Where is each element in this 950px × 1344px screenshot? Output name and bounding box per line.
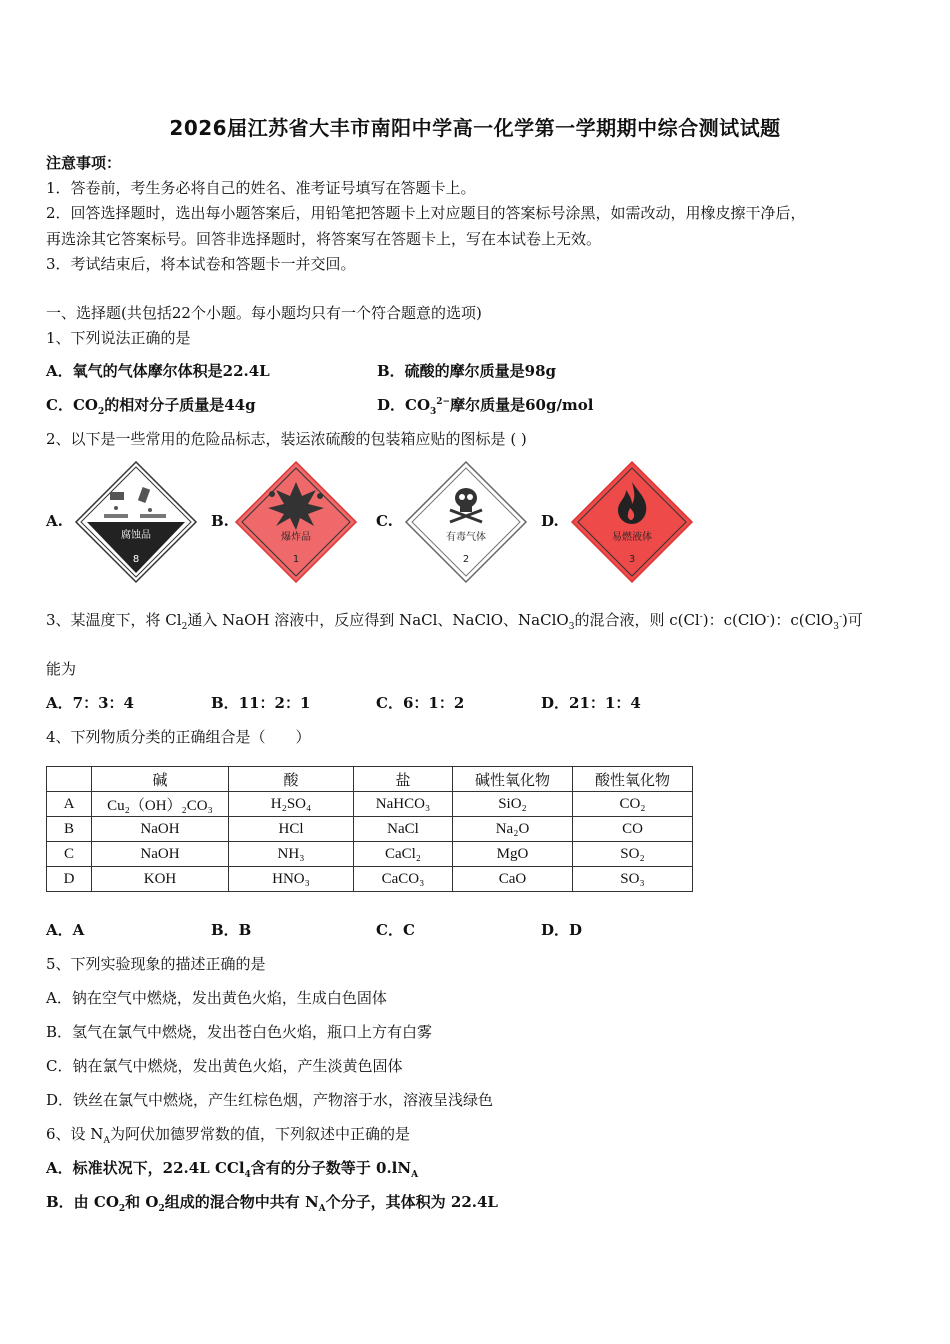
explosive-sign-number: 1 <box>292 554 300 565</box>
q2-label-a: A. <box>46 512 63 530</box>
q3-option-a: A．7：3：4 <box>46 694 134 712</box>
notice-item: 3．考试结束后，将本试卷和答题卡一并交回。 <box>46 255 356 273</box>
q5-option-b: B．氢气在氯气中燃烧，发出苍白色火焰，瓶口上方有白雾 <box>46 1023 433 1041</box>
q3-stem: 3、某温度下，将 $Cl_2$通入 NaOH 溶液中，反应得到 NaCl、NaClO、NaClO$_3$的混合液，则 c(Cl-)：c(ClO-)：c(ClO$_3$-)可 <box>46 611 863 632</box>
q4-option-b: B．B <box>211 921 252 939</box>
q1-option-b: B．硫酸的摩尔质量是98g <box>377 362 557 380</box>
table-cell: NH₃ <box>229 842 354 867</box>
q5-option-d: D．铁丝在氯气中燃烧，产生红棕色烟，产物溶于水，溶液呈浅绿色 <box>46 1091 494 1109</box>
table-row <box>47 842 693 867</box>
corrosive-sign-number: 8 <box>132 554 140 565</box>
q3-option-b: B．11：2：1 <box>211 694 311 712</box>
q2-label-d: D. <box>541 512 559 530</box>
q5-stem: 5、下列实验现象的描述正确的是 <box>46 955 266 973</box>
table-cell: CaCO₃ <box>354 867 453 892</box>
q3-option-c: C．6：1：2 <box>376 694 465 712</box>
q2-label-c: C. <box>376 512 393 530</box>
flammable-sign-number: 3 <box>628 554 636 565</box>
table-cell: NaHCO₃ <box>354 792 453 817</box>
q3-option-d: D．21：1：4 <box>541 694 641 712</box>
q5-option-a: A．钠在空气中燃烧，发出黄色火焰，生成白色固体 <box>46 989 387 1007</box>
table-cell: CaCl₂ <box>354 842 453 867</box>
table-row <box>47 817 693 842</box>
q2-stem: 2、以下是一些常用的危险品标志，装运浓硫酸的包装箱应贴的图标是 ( ) <box>46 430 527 448</box>
table-header-cell: 碱 <box>92 767 229 792</box>
table-header-cell: 碱性氧化物 <box>453 767 573 792</box>
q3-stem-cont: 能为 <box>46 660 77 678</box>
notice-item: 再选涂其它答案标号。回答非选择题时，将答案写在答题卡上，写在本试卷上无效。 <box>46 230 602 248</box>
table-header-row <box>47 767 693 792</box>
q6-option-a: A．标准状况下，22.4L CCl$_4$含有的分子数等于 $0.lN_A$ <box>46 1159 419 1180</box>
q1-option-a: A．氧气的气体摩尔体积是22.4L <box>46 362 270 380</box>
table-row <box>47 792 693 817</box>
table-cell: A <box>47 792 92 817</box>
corrosive-sign-text: 腐蚀品 <box>121 530 151 541</box>
q1-option-d: D．$CO_3^{2-}$摩尔质量是60g/mol <box>377 396 594 417</box>
q6-stem: 6、设 $N_A$为阿伏加德罗常数的值，下列叙述中正确的是 <box>46 1125 410 1146</box>
classification-table <box>46 766 693 892</box>
table-cell: SiO₂ <box>453 792 573 817</box>
table-cell: D <box>47 867 92 892</box>
q4-option-d: D．D <box>541 921 583 939</box>
q1-option-c: C．$CO_2$的相对分子质量是44g <box>46 396 256 417</box>
notice-item: 1．答卷前，考生务必将自己的姓名、准考证号填写在答题卡上。 <box>46 179 476 197</box>
section-heading: 一、选择题(共包括22个小题。每小题均只有一个符合题意的选项) <box>46 304 482 322</box>
flammable-sign-text: 易燃液体 <box>612 532 652 543</box>
table-header-cell: 酸 <box>229 767 354 792</box>
table-cell: H₂SO₄ <box>229 792 354 817</box>
q1-stem: 1、下列说法正确的是 <box>46 329 191 347</box>
table-cell: NaCl <box>354 817 453 842</box>
corrosive-sign-icon <box>74 460 198 584</box>
explosive-sign-text: 爆炸品 <box>281 532 311 543</box>
q4-option-c: C．C <box>376 921 415 939</box>
table-header-cell <box>47 767 92 792</box>
q5-option-c: C．钠在氯气中燃烧，发出黄色火焰，产生淡黄色固体 <box>46 1057 403 1075</box>
table-cell: SO₃ <box>573 867 693 892</box>
toxic-sign-number: 2 <box>462 554 470 565</box>
page-title: 2026届江苏省大丰市南阳中学高一化学第一学期期中综合测试试题 <box>169 116 781 140</box>
table-cell: MgO <box>453 842 573 867</box>
table-row <box>47 867 693 892</box>
table-header-cell: 酸性氧化物 <box>573 767 693 792</box>
table-cell: SO₂ <box>573 842 693 867</box>
q6-option-b: B．由 $CO_2$和 $O_2$组成的混合物中共有 $N_A$个分子，其体积为 22.4L <box>46 1193 498 1214</box>
table-cell: CO <box>573 817 693 842</box>
table-cell: NaOH <box>92 817 229 842</box>
table-cell: HCl <box>229 817 354 842</box>
flammable-liquid-sign-icon <box>570 460 694 584</box>
q4-option-a: A．A <box>46 921 85 939</box>
toxic-gas-sign-icon <box>404 460 528 584</box>
q2-label-b: B. <box>211 512 229 530</box>
table-cell: CaO <box>453 867 573 892</box>
table-cell: C <box>47 842 92 867</box>
table-cell: NaOH <box>92 842 229 867</box>
table-cell: CO₂ <box>573 792 693 817</box>
table-cell: Na₂O <box>453 817 573 842</box>
q4-stem: 4、下列物质分类的正确组合是（ ） <box>46 728 311 746</box>
table-cell: HNO₃ <box>229 867 354 892</box>
table-cell: B <box>47 817 92 842</box>
explosive-sign-icon <box>234 460 358 584</box>
toxic-sign-text: 有毒气体 <box>446 532 486 543</box>
table-cell: Cu₂（OH）₂CO₃ <box>92 792 229 817</box>
table-cell: KOH <box>92 867 229 892</box>
notice-item: 2．回答选择题时，选出每小题答案后，用铅笔把答题卡上对应题目的答案标号涂黑，如需改动，用橡皮擦干净后， <box>46 204 806 222</box>
notice-heading: 注意事项： <box>46 154 122 172</box>
table-header-cell: 盐 <box>354 767 453 792</box>
